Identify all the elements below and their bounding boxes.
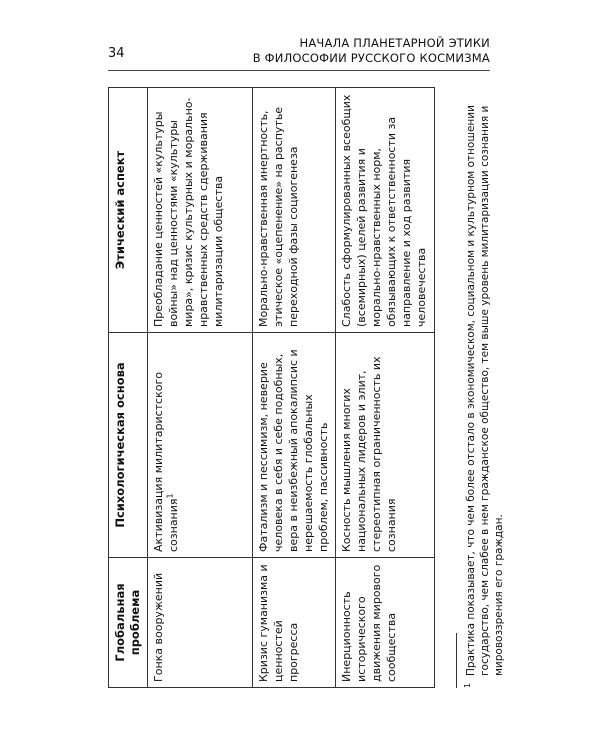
cell-psych: Косность мышления многих национальных лидеров и элит, стереотипная ограниченность их сознания xyxy=(336,333,435,558)
footnote xyxy=(464,88,506,688)
page-number: 34 xyxy=(108,46,125,61)
table-header-row xyxy=(109,88,148,688)
cell-psych: Фатализм и пессимизм, неверие человека в себя и себе подобных, вера в неизбежный апокалипсис и нерешаемость глобальных проблем, пассивность xyxy=(253,333,336,558)
cell-problem: Кризис гуманизма и ценностей прогресса xyxy=(253,558,336,688)
footnote-rule xyxy=(456,633,457,688)
cell-psych xyxy=(148,333,253,558)
header-rule xyxy=(108,70,490,71)
running-head xyxy=(253,36,490,66)
rotated-content xyxy=(108,88,505,688)
cell-ethic: Слабость сформулированных всеобщих (всемирных) целей развития и морально-нравственных норм, обязывающих к ответственности за направление и ход развития человечества xyxy=(336,88,435,333)
problems-table xyxy=(108,87,435,688)
table-row xyxy=(336,88,435,688)
table-row xyxy=(148,88,253,688)
header-psychological-basis: Психологическая основа xyxy=(109,333,148,558)
footnote-ref: 1 xyxy=(165,493,175,499)
table-row xyxy=(253,88,336,688)
cell-problem: Гонка вооружений xyxy=(148,558,253,688)
cell-problem: Инерционность исторического движения мирового сообщества xyxy=(336,558,435,688)
cell-ethic: Морально-нравственная инертность, этическое «оцепенение» на распутье переходной фазы социогенеза xyxy=(253,88,336,333)
cell-ethic: Преобладание ценностей «культуры войны» над ценностями «культуры мира», кризис культурных и морально-нравственных средств сдерживания милитаризации общества xyxy=(148,88,253,333)
footnote-text: Практика показывает, что чем более отстало в экономическом, социальном и культурном отношении государство, чем слабее в нем гражданское общество, тем выше уровень милитаризации сознания и мировоззрения его граждан. xyxy=(465,105,505,676)
header-global-problem: Глобальная проблема xyxy=(109,558,148,688)
running-head-line-1: НАЧАЛА ПЛАНЕТАРНОЙ ЭТИКИ xyxy=(299,36,490,50)
cell-psych-text: Активизация милитаристского сознания xyxy=(152,372,180,552)
running-head-line-2: В ФИЛОСОФИИ РУССКОГО КОСМИЗМА xyxy=(252,51,490,65)
header-ethical-aspect: Этический аспект xyxy=(109,88,148,333)
footnote-mark: 1 xyxy=(463,682,472,688)
